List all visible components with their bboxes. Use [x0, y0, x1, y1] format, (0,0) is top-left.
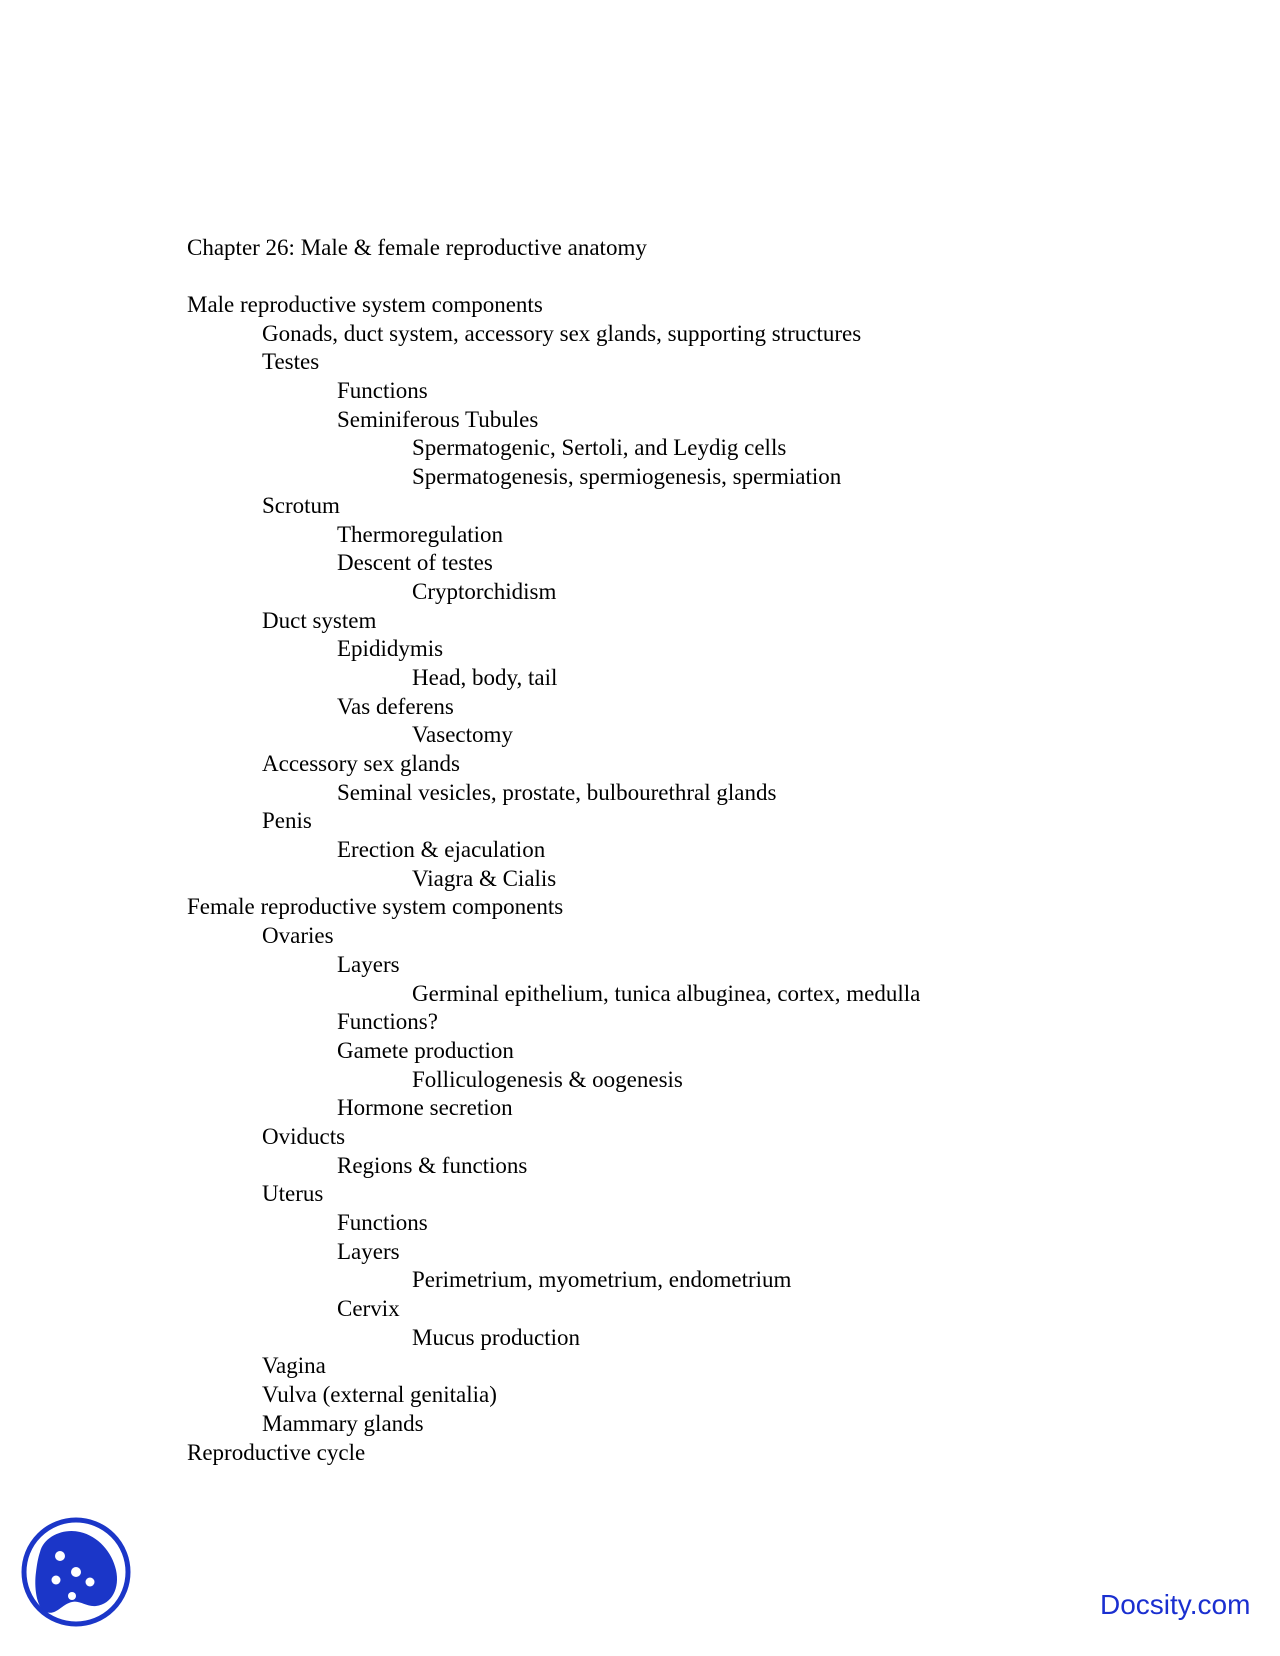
outline-item-level-4: Head, body, tail [412, 664, 558, 690]
outline-item-level-2: Scrotum [262, 492, 340, 518]
outline-item-level-3: Functions [337, 378, 428, 404]
outline-item-level-1: Reproductive cycle [187, 1439, 366, 1465]
outline-item-level-3: Seminal vesicles, prostate, bulbourethral glands [337, 779, 777, 805]
outline-item-level-2: Duct system [262, 607, 377, 633]
outline-item-level-3: Layers [337, 951, 400, 977]
outline-item-level-3: Regions & functions [337, 1152, 528, 1178]
docsity-link[interactable]: Docsity.com [1100, 1589, 1251, 1620]
outline-item-level-3: Cervix [337, 1296, 400, 1322]
outline-item-level-4: Cryptorchidism [412, 578, 557, 604]
outline-item-level-3: Erection & ejaculation [337, 837, 546, 863]
outline-item-level-2: Uterus [262, 1181, 324, 1207]
outline-item-level-3: Functions? [337, 1009, 438, 1035]
outline-item-level-3: Hormone secretion [337, 1095, 513, 1121]
outline-item-level-3: Epididymis [337, 636, 444, 662]
outline-item-level-3: Vas deferens [337, 693, 454, 719]
outline-item-level-2: Vagina [262, 1353, 326, 1379]
docsity-logo-icon[interactable] [20, 1516, 132, 1628]
outline-item-level-4: Germinal epithelium, tunica albuginea, cortex, medulla [412, 980, 921, 1006]
page-title: Chapter 26: Male & female reproductive anatomy [187, 235, 647, 260]
outline-item-level-4: Vasectomy [412, 722, 513, 748]
outline-item-level-4: Spermatogenesis, spermiogenesis, spermiation [412, 464, 842, 490]
outline-list [187, 291, 1187, 1467]
outline-item-level-4: Mucus production [412, 1324, 581, 1350]
outline-item-level-4: Perimetrium, myometrium, endometrium [412, 1267, 792, 1293]
outline-item-level-4: Spermatogenic, Sertoli, and Leydig cells [412, 435, 787, 461]
outline-item-level-2: Gonads, duct system, accessory sex glands, supporting structures [262, 320, 862, 346]
outline-item-level-3: Seminiferous Tubules [337, 406, 539, 432]
outline-item-level-2: Oviducts [262, 1123, 346, 1149]
outline-item-level-4: Folliculogenesis & oogenesis [412, 1066, 683, 1092]
outline-item-level-2: Accessory sex glands [262, 751, 461, 776]
outline-item-level-2: Penis [262, 808, 312, 834]
outline-item-level-3: Thermoregulation [337, 521, 504, 547]
outline-item-level-1: Female reproductive system components [187, 894, 564, 920]
outline-item-level-1: Male reproductive system components [187, 292, 543, 317]
outline-item-level-4: Viagra & Cialis [412, 865, 557, 891]
outline-item-level-2: Ovaries [262, 923, 334, 949]
outline-item-level-3: Descent of testes [337, 550, 493, 576]
outline-item-level-3: Layers [337, 1238, 400, 1264]
outline-item-level-3: Functions [337, 1210, 428, 1235]
outline-item-level-2: Mammary glands [262, 1410, 424, 1436]
outline-item-level-3: Gamete production [337, 1037, 514, 1063]
outline-item-level-2: Testes [262, 349, 320, 375]
outline-item-level-2: Vulva (external genitalia) [262, 1382, 497, 1408]
